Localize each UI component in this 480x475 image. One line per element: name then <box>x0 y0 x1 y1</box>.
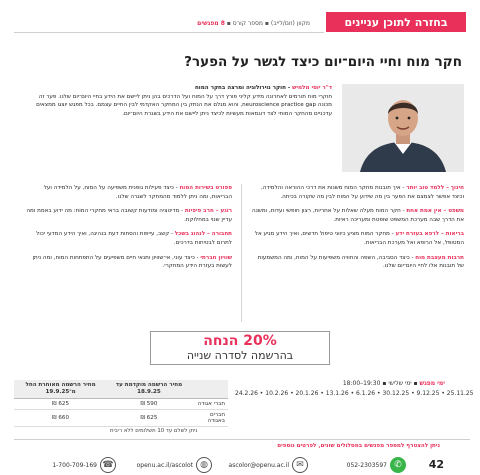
website-contact[interactable] <box>137 457 212 473</box>
table-cell: 625 ₪ <box>107 410 191 427</box>
lecturer-name: ד"ר יוסי מלמיש <box>292 85 332 91</box>
breadcrumb-course-code: מספר קורס <box>232 20 263 27</box>
whatsapp-contact[interactable] <box>347 457 406 473</box>
table-cell: 625 ₪ <box>14 399 107 410</box>
table-header-row <box>14 380 228 399</box>
breadcrumb-sessions: 8 מפגשים <box>197 20 225 27</box>
topics-column-left <box>22 184 232 277</box>
topic-item: בריאות – לרפא בעזרת ידע - מחקר המוח מציע כיווני טיפול חדשים, ואיך הידע מגיע אל המטופל, אל הרופא ואל מערכת הבריאות. <box>254 231 464 246</box>
table-row <box>14 399 228 410</box>
topic-item: משפט – אין אמת אחת - חקר המוח מעלה שאלות על אחריות, רצון חופשי ועדות, ומשנה את הדרך שבה מערכת המשפט שופטת ומעריכה ראיות. <box>251 208 464 223</box>
email-icon: ✉ <box>292 457 308 473</box>
lecturer-line <box>24 84 332 93</box>
whatsapp-icon: ✆ <box>390 457 406 473</box>
phone-number: 1-700-709-169 <box>52 461 97 469</box>
topic-item: חינוך – ללמד טוב יותר - איך תובנות מחקר המוח משנות את דרכי ההוראה והלמידה, וכיצד אפשר לצמצם את הפער בין מה שידוע על המוח לבין מה שקורה בכיתה. <box>261 185 464 200</box>
whatsapp-number: 052-2303597 <box>346 461 387 469</box>
price-table <box>14 380 228 427</box>
page-number: 42 <box>428 458 444 471</box>
lecturer-photo <box>342 84 464 172</box>
table-cell: חברי אגודה <box>191 399 228 410</box>
table-row <box>14 410 228 427</box>
website-url: openu.ac.il/ascolot <box>136 461 193 469</box>
back-to-contents-label: בחזרה לתוכן עניינים <box>344 15 448 29</box>
page-title: חקר מוח וחיי היום־יום כיצד לגשר על הפער? <box>184 54 462 70</box>
meeting-line: ימי מפגש ▪ ימי שלישי ▪ 19:30–18:00 <box>342 380 445 387</box>
back-to-contents-button[interactable] <box>326 12 466 32</box>
discount-subtitle: בהרשמה לסדרה שנייה <box>186 349 294 362</box>
table-header-cell: מחיר הרשמה מאוחרת החל מ־19.9.25 <box>14 380 107 399</box>
phone-contact[interactable] <box>52 457 116 473</box>
email-address: ascolor@openu.ac.il <box>228 461 289 469</box>
topic-item: תחבורה – לנהוג בשכל - קשב, עייפות והסחות דעת בנהיגה, ואיך הידע המדעי יכול לתרום לבטיחות בדרכים. <box>36 231 232 246</box>
topic-item: תרבות מעצבת מוח - כיצד הסביבה, השפה והחוויה משפיעות על המוח, ומה המשמעות של תובנות אלו לחיי היום־יום שלנו. <box>257 254 464 270</box>
footer-divider <box>14 439 470 440</box>
table-header-cell <box>191 380 228 399</box>
topic-item: שוויון חברתי - כיצד עוני, אי־שוויון ותנאי חיים משפיעים על התפתחות המוח, ומה ניתן לעשות בעזרת הידע המחקרי. <box>32 254 232 270</box>
table-cell: 590 ₪ <box>107 399 191 410</box>
meeting-info <box>235 380 474 397</box>
globe-icon: ◍ <box>196 457 212 473</box>
footer-note: ניתן להצטרף למספר מפגשים במסלולים שונים, לפרטים נוספים <box>277 443 440 449</box>
discount-percent: 20% הנחה <box>203 333 277 349</box>
column-divider <box>241 184 242 322</box>
table-header-cell: מחיר הרשמה מוקדמת עד 18.9.25 <box>107 380 191 399</box>
header-divider <box>14 32 324 33</box>
payment-note: ניתן לשלם עד 10 תשלומים ללא ריבית <box>110 428 198 434</box>
intro-body: חוקרי מוח תורמים לאחרונה מידע קליני פורץ דרך על המוח ועל הדרכים בהן ניתן ליישם את הידע בחיי היום־יום שלנו. פער זה מכונה neuroscience practice gap, והוא מגלם את הנתק בין המחקר האקדמי לבין החיים עצמם. בכל מפגש יוצגו ממצאים עדכניים מהחקר המוחי לצד דוגמאות מעשיות לכיצד ניתן ליישם את הידע בשגרת היום־יום. <box>36 93 332 117</box>
page-header <box>0 6 480 28</box>
email-contact[interactable] <box>229 457 308 473</box>
meeting-dates: 24.2.26 • 10.2.26 • 20.1.26 • 13.1.26 • 6.1.26 • 30.12.25 • 9.12.25 • 25.11.25 <box>235 390 474 397</box>
breadcrumb: מקוון (זום/לייב) ▪ מספר קורס ▪ 8 מפגשים <box>197 20 310 27</box>
topics-column-right <box>252 184 464 277</box>
table-cell: 660 ₪ <box>14 410 107 427</box>
table-cell: חברים באגודה <box>191 410 228 427</box>
topic-item: רוגע – חרב פיפיות - מדיטציה ומודעות קשובה בראי מחקרי המוח: מה ידוע באמת ומה עדיין שנוי במחלוקת. <box>26 208 232 223</box>
lecturer-role: - חוקר נוירולוגיה ומרצה בחקר המוח <box>194 85 293 91</box>
discount-box <box>150 331 330 365</box>
topic-item: ספורט בשירות המוח - כיצד פעילות גופנית משפיעה על המוח, על הלמידה ועל הבריאות, ומה ניתן ללמוד מהמחקר לשגרה שלנו. <box>43 185 232 200</box>
breadcrumb-format: מקוון (זום/לייב) <box>270 20 310 27</box>
meeting-time: 19:30–18:00 <box>342 380 381 387</box>
lecturer-intro <box>24 84 332 118</box>
meeting-label: ימי מפגש <box>419 380 445 387</box>
phone-icon: ☎ <box>100 457 116 473</box>
meeting-day: ימי שלישי <box>388 380 412 387</box>
